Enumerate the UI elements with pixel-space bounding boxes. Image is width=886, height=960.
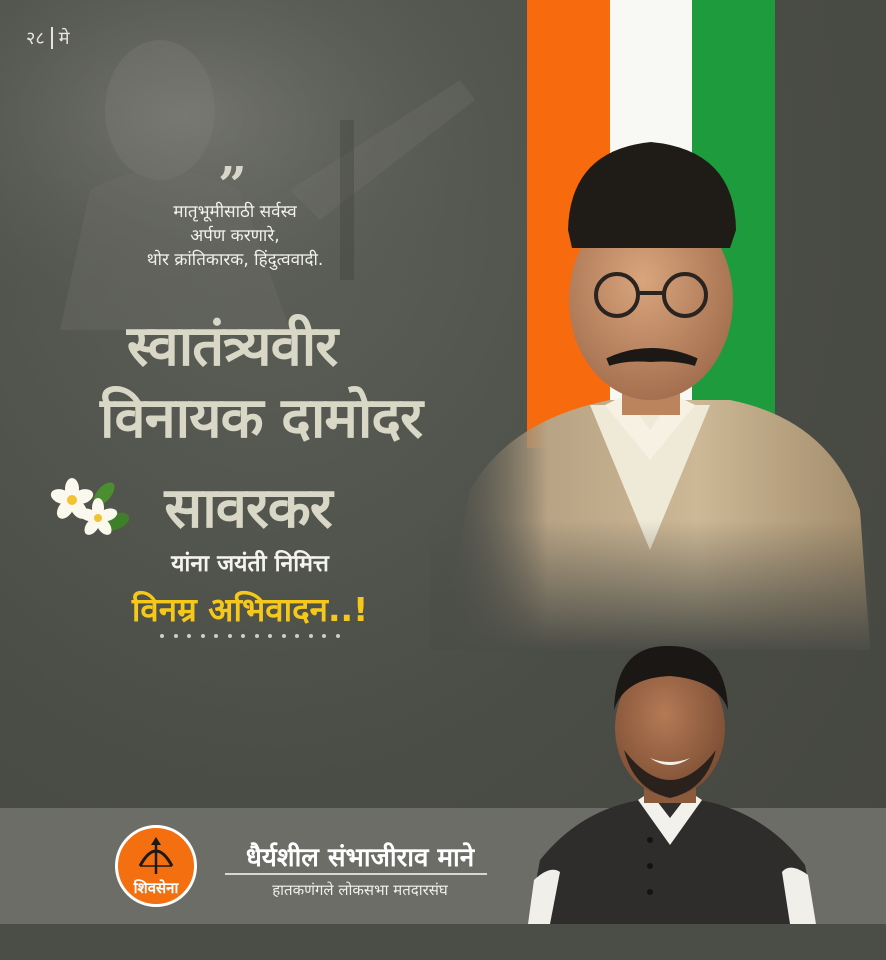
footer-bottom-strip (0, 924, 886, 960)
quote-text (100, 200, 370, 272)
quote-line-1: मातृभूमीसाठी सर्वस्व (173, 202, 297, 222)
bow-arrow-icon (134, 836, 178, 876)
dotted-divider (160, 634, 340, 644)
title-line-2: विनायक दामोदर (99, 386, 423, 451)
quote-line-3: थोर क्रांतिकारक, हिंदुत्ववादी. (146, 250, 324, 270)
quote-mark: ” (218, 155, 247, 214)
greeting: विनम्र अभिवादन..! (131, 590, 369, 629)
date-label (26, 26, 70, 50)
date-month: मे (58, 28, 70, 49)
date-day: २८ (26, 28, 45, 49)
leader-photo (520, 640, 820, 924)
name-divider (225, 873, 487, 875)
shivsena-logo (115, 825, 197, 907)
constituency: हातकणंगले लोकसभा मतदारसंघ (272, 881, 448, 899)
logo-text: शिवसेना (133, 879, 179, 897)
savarkar-portrait (430, 130, 870, 650)
subtitle: यांना जयंती निमित्त (171, 551, 329, 577)
title-line-3: सावरकर (164, 476, 332, 541)
leader-name: धैर्यशील संभाजीराव माने (245, 843, 475, 873)
title-line-1: स्वातंत्र्यवीर (126, 314, 338, 379)
quote-line-2: अर्पण करणारे, (190, 226, 280, 246)
date-divider (51, 27, 53, 49)
